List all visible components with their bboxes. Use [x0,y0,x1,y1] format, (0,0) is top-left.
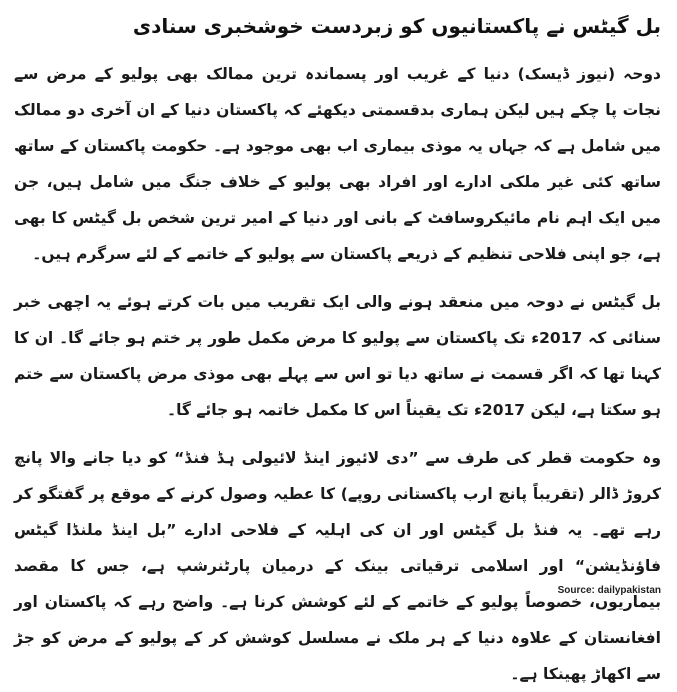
article-paragraph-3: وہ حکومت قطر کی طرف سے ”دی لائیوز اینڈ لائیولی ہڈ فنڈ“ کو دیا جانے والا پانچ کروڑ ڈالر (تقریباً پانچ ارب پاکستانی روپے) کا عطیہ وصول کرنے کے موقع پر گفتگو کر رہے تھے۔ یہ فنڈ بل گیٹس اور ان کی اہلیہ کے فلاحی ادارے ”بل اینڈ ملنڈا گیٹس فاؤنڈیشن“ اور اسلامی ترقیاتی بینک کے درمیان پارٹنرشپ ہے، جس کا مقصد بیماریوں، خصوصاً پولیو کے خاتمے کے لئے کوشش کرنا ہے۔ واضح رہے کہ پاکستان اور افغانستان کے علاوہ دنیا کے ہر ملک نے مسلسل کوشش کر کے پولیو کے مرض کو جڑ سے اکھاڑ پھینکا ہے۔ [14,449,661,683]
article-paragraph-2: بل گیٹس نے دوحہ میں منعقد ہونے والی ایک تقریب میں بات کرتے ہوئے یہ اچھی خبر سنائی کہ 2017ء تک پاکستان سے پولیو کا مرض مکمل طور پر ختم ہو جائے گا۔ ان کا کہنا تھا کہ اگر قسمت نے ساتھ دیا تو اس سے پہلے بھی موذی مرض پاکستان سے ختم ہو سکتا ہے، لیکن 2017ء تک یقیناً اس کا مکمل خاتمہ ہو جائے گا۔ [14,293,661,419]
article-paragraph-1: دوحہ (نیوز ڈیسک) دنیا کے غریب اور پسماندہ ترین ممالک بھی پولیو کے مرض سے نجات پا چکے ہیں لیکن ہماری بدقسمتی دیکھئے کہ پاکستان دنیا کے ان آخری دو ممالک میں شامل ہے کہ جہاں یہ موذی بیماری اب بھی موجود ہے۔ حکومت پاکستان کے ساتھ ساتھ کئی غیر ملکی ادارے اور افراد بھی پولیو کے خلاف جنگ میں شامل ہیں، جن میں ایک اہم نام مائیکروسافٹ کے بانی اور دنیا کے امیر ترین شخص بل گیٹس کا بھی ہے، جو اپنی فلاحی تنظیم کے ذریعے پاکستان سے پولیو کے خاتمے کے لئے سرگرم ہیں۔ [14,65,661,263]
article-title: بل گیٹس نے پاکستانیوں کو زبردست خوشخبری سنادی [132,14,661,38]
source-credit: Source: dailypakistan [557,585,661,596]
